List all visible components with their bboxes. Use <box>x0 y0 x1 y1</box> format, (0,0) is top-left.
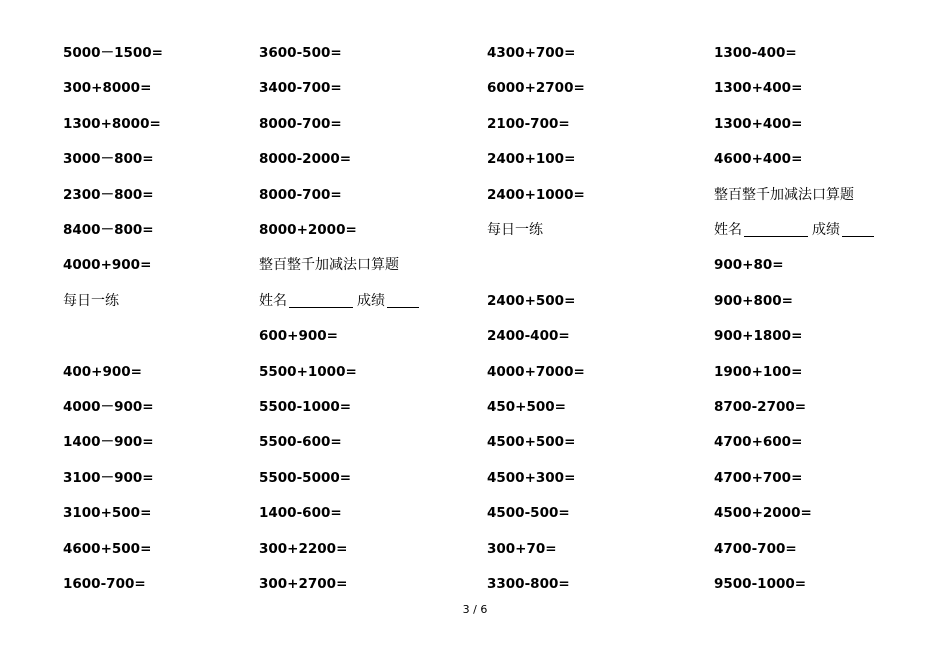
arithmetic-problem: 8000-2000= <box>259 151 352 168</box>
arithmetic-problem: 1900+100= <box>714 363 803 380</box>
arithmetic-problem: 4700+600= <box>714 434 803 451</box>
page-number: 3 / 6 <box>462 603 488 616</box>
arithmetic-problem: 4300+700= <box>487 45 576 61</box>
score-label: 成绩 <box>812 222 840 238</box>
name-blank <box>744 222 808 237</box>
arithmetic-problem: 300+70= <box>487 540 557 557</box>
arithmetic-problem: 300+2700= <box>259 576 348 592</box>
arithmetic-problem: 1300+400= <box>714 80 803 97</box>
name-score-line <box>259 292 419 310</box>
score-label: 成绩 <box>357 292 385 309</box>
arithmetic-problem: 1300+400= <box>714 115 803 132</box>
arithmetic-problem: 300+2200= <box>259 540 348 557</box>
arithmetic-problem: 3300-800= <box>487 576 570 592</box>
arithmetic-problem: 1300-400= <box>714 45 797 61</box>
arithmetic-problem: 900+80= <box>714 257 784 274</box>
arithmetic-problem: 8700-2700= <box>714 399 807 415</box>
arithmetic-problem: 5500-1000= <box>259 399 352 415</box>
arithmetic-problem: 3600-500= <box>259 45 342 61</box>
arithmetic-problem: 1600-700= <box>63 576 146 592</box>
arithmetic-problem: 2400-400= <box>487 328 570 345</box>
arithmetic-problem: 2100-700= <box>487 115 570 132</box>
arithmetic-problem: 5000－1500= <box>63 45 163 61</box>
arithmetic-problem: 3400-700= <box>259 80 342 97</box>
arithmetic-problem: 5500+1000= <box>259 363 357 380</box>
arithmetic-problem: 4000+900= <box>63 257 152 274</box>
arithmetic-problem: 8400－800= <box>63 222 154 238</box>
arithmetic-problem: 900+1800= <box>714 328 803 345</box>
arithmetic-problem: 900+800= <box>714 292 793 309</box>
arithmetic-problem: 8000+2000= <box>259 222 357 238</box>
name-label: 姓名 <box>714 222 742 238</box>
name-blank <box>289 293 353 308</box>
arithmetic-problem: 4000+7000= <box>487 363 585 380</box>
arithmetic-problem: 2400+500= <box>487 292 576 309</box>
arithmetic-problem: 4500+500= <box>487 434 576 451</box>
arithmetic-problem: 1400－900= <box>63 434 154 451</box>
arithmetic-problem: 4500-500= <box>487 505 570 522</box>
arithmetic-problem: 600+900= <box>259 328 338 345</box>
section-heading <box>714 186 854 204</box>
arithmetic-problem: 8000-700= <box>259 115 342 132</box>
arithmetic-problem: 5500-5000= <box>259 469 352 486</box>
section-heading <box>259 256 399 274</box>
arithmetic-problem: 2400+100= <box>487 151 576 168</box>
arithmetic-problem: 9500-1000= <box>714 576 807 592</box>
arithmetic-problem: 8000-700= <box>259 186 342 203</box>
name-score-line <box>714 221 874 239</box>
arithmetic-problem: 450+500= <box>487 399 566 415</box>
heading-text: 整百整千加减法口算题 <box>259 257 399 274</box>
arithmetic-problem: 4600+500= <box>63 540 152 557</box>
arithmetic-problem: 4500+300= <box>487 469 576 486</box>
arithmetic-problem: 2400+1000= <box>487 186 585 203</box>
arithmetic-problem: 400+900= <box>63 363 142 380</box>
score-blank <box>842 222 874 237</box>
arithmetic-problem: 6000+2700= <box>487 80 585 97</box>
name-label: 姓名 <box>259 292 287 309</box>
arithmetic-problem: 5500-600= <box>259 434 342 451</box>
arithmetic-problem: 3000－800= <box>63 151 154 168</box>
score-blank <box>387 293 419 308</box>
arithmetic-problem: 300+8000= <box>63 80 152 97</box>
arithmetic-problem: 1400-600= <box>259 505 342 522</box>
section-heading <box>63 292 119 310</box>
arithmetic-problem: 2300－800= <box>63 186 154 203</box>
arithmetic-problem: 4700-700= <box>714 540 797 557</box>
section-heading <box>487 221 543 239</box>
heading-text: 整百整千加减法口算题 <box>714 186 854 203</box>
arithmetic-problem: 4500+2000= <box>714 505 812 522</box>
arithmetic-problem: 1300+8000= <box>63 115 161 132</box>
arithmetic-problem: 3100+500= <box>63 505 152 522</box>
heading-text: 每日一练 <box>63 292 119 309</box>
arithmetic-problem: 3100－900= <box>63 469 154 486</box>
heading-text: 每日一练 <box>487 222 543 238</box>
arithmetic-problem: 4700+700= <box>714 469 803 486</box>
arithmetic-problem: 4600+400= <box>714 151 803 168</box>
arithmetic-problem: 4000－900= <box>63 399 154 415</box>
